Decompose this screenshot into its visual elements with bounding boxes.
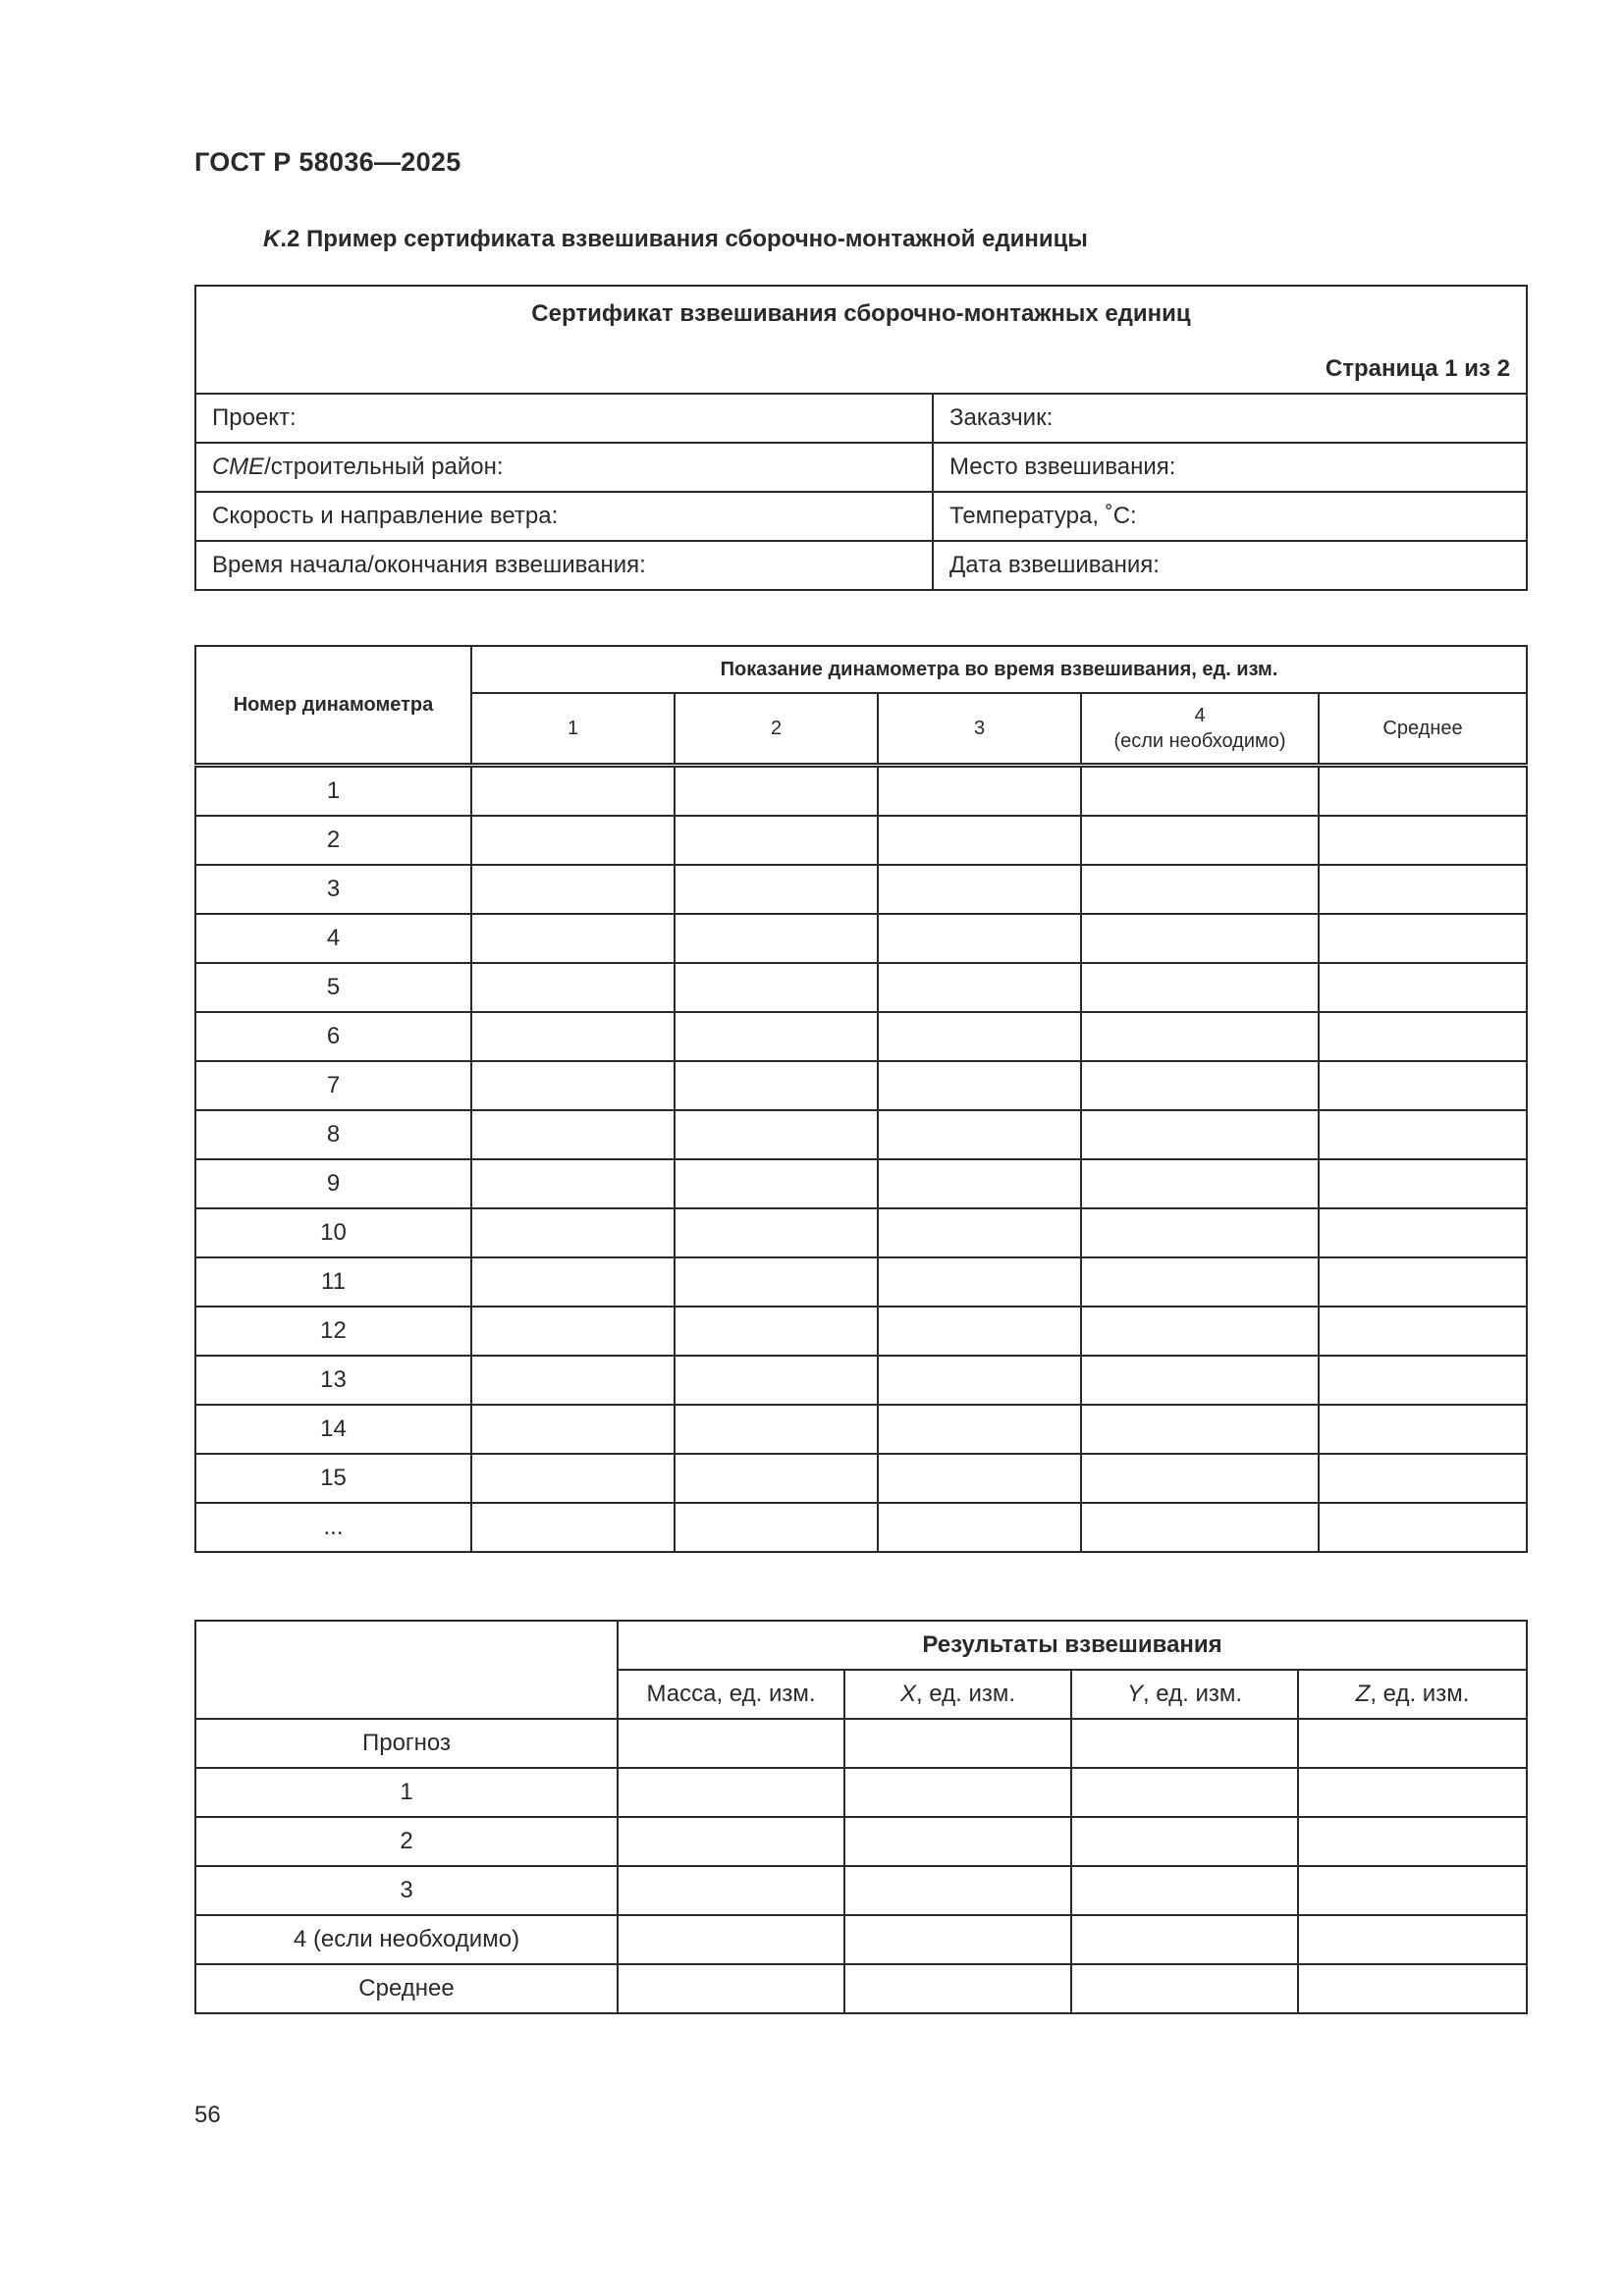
reading-cell (471, 865, 675, 914)
dynamometer-number-cell: 10 (195, 1208, 471, 1257)
reading-cell (1081, 865, 1319, 914)
result-cell (844, 1866, 1071, 1915)
table-row (195, 766, 1527, 817)
reading-cell (471, 1454, 675, 1503)
reading-cell (878, 1503, 1081, 1552)
reading-cell (471, 1257, 675, 1307)
dynamometer-number-cell: 3 (195, 865, 471, 914)
reading-cell (1319, 1012, 1527, 1061)
result-row-label: 3 (195, 1866, 618, 1915)
table-row (195, 1454, 1527, 1503)
section-number-rest: .2 (280, 226, 300, 252)
table-row (195, 1061, 1527, 1110)
dynamometer-readings-table (194, 645, 1528, 1553)
dynamometer-number-cell: 12 (195, 1307, 471, 1356)
result-cell (844, 1964, 1071, 2013)
certificate-title: Сертификат взвешивания сборочно-монтажных единиц (531, 300, 1191, 327)
dynamometer-number-cell: 5 (195, 963, 471, 1012)
reading-cell (675, 1307, 878, 1356)
reading-cell (1081, 1012, 1319, 1061)
reading-cell (1319, 963, 1527, 1012)
result-cell (1298, 1817, 1527, 1866)
result-row-label: 1 (195, 1768, 618, 1817)
reading-cell (1081, 1110, 1319, 1159)
reading-cell (878, 1307, 1081, 1356)
reading-cell (471, 914, 675, 963)
y-header (1071, 1670, 1298, 1719)
reading-cell (1319, 1454, 1527, 1503)
temperature-field: Температура, ˚С: (933, 492, 1527, 541)
dynamometer-number-cell: 13 (195, 1356, 471, 1405)
reading-cell (878, 1405, 1081, 1454)
result-row-label: 4 (если необходимо) (195, 1915, 618, 1964)
reading-cell (1319, 1061, 1527, 1110)
reading-cell (675, 1356, 878, 1405)
reading-cell (878, 1454, 1081, 1503)
dynamometer-number-cell: 7 (195, 1061, 471, 1110)
results-rows (195, 1719, 1527, 2013)
weighing-place-field: Место взвешивания: (933, 443, 1527, 492)
results-corner-cell (195, 1621, 618, 1719)
dynamometer-number-cell: 8 (195, 1110, 471, 1159)
reading-cell (878, 1356, 1081, 1405)
reading-cell (1081, 816, 1319, 865)
result-cell (844, 1719, 1071, 1768)
table-row (195, 1405, 1527, 1454)
reading-4-header (1081, 693, 1319, 766)
table-row (195, 816, 1527, 865)
reading-cell (878, 914, 1081, 963)
reading-cell (878, 766, 1081, 817)
reading-cell (878, 1110, 1081, 1159)
weighing-results-table (194, 1620, 1528, 2014)
y-variable: Y (1126, 1681, 1143, 1707)
wind-field: Скорость и направление ветра: (195, 492, 933, 541)
table-row (195, 1356, 1527, 1405)
readings-group-header: Показание динамометра во время взвешивания, ед. изм. (471, 646, 1527, 693)
reading-cell (1081, 1405, 1319, 1454)
reading-cell (675, 1405, 878, 1454)
cme-district-label: /строительный район: (264, 454, 504, 480)
table-row (195, 1915, 1527, 1964)
reading-cell (675, 865, 878, 914)
result-row-label: Прогноз (195, 1719, 618, 1768)
result-cell (1071, 1915, 1298, 1964)
reading-4-number: 4 (1194, 705, 1206, 726)
reading-cell (471, 766, 675, 817)
certificate-title-cell (195, 286, 1527, 394)
reading-cell (1319, 914, 1527, 963)
result-cell (618, 1915, 844, 1964)
reading-cell (1081, 1356, 1319, 1405)
reading-cell (471, 1307, 675, 1356)
reading-cell (1319, 1208, 1527, 1257)
reading-cell (471, 1503, 675, 1552)
reading-cell (1081, 1307, 1319, 1356)
reading-cell (1081, 1503, 1319, 1552)
reading-cell (878, 1012, 1081, 1061)
reading-cell (471, 1159, 675, 1208)
reading-cell (675, 1257, 878, 1307)
result-cell (1071, 1817, 1298, 1866)
table-row (195, 963, 1527, 1012)
result-cell (618, 1817, 844, 1866)
section-title (263, 226, 1088, 253)
reading-cell (675, 1208, 878, 1257)
reading-cell (1319, 1405, 1527, 1454)
reading-cell (675, 1454, 878, 1503)
reading-cell (675, 963, 878, 1012)
z-unit: , ед. изм. (1370, 1681, 1470, 1707)
document-code: ГОСТ Р 58036—2025 (194, 147, 461, 177)
reading-cell (1081, 766, 1319, 817)
dynamometer-number-cell: 1 (195, 766, 471, 817)
z-header (1298, 1670, 1527, 1719)
mass-header: Масса, ед. изм. (618, 1670, 844, 1719)
result-cell (1298, 1719, 1527, 1768)
reading-cell (471, 1208, 675, 1257)
result-cell (1298, 1964, 1527, 2013)
average-header: Среднее (1319, 693, 1527, 766)
result-cell (1298, 1768, 1527, 1817)
result-cell (844, 1768, 1071, 1817)
reading-cell (1081, 1061, 1319, 1110)
cme-district-field (195, 443, 933, 492)
table-row (195, 1866, 1527, 1915)
dynamometer-number-cell: 6 (195, 1012, 471, 1061)
table-row (195, 1307, 1527, 1356)
table-row (195, 914, 1527, 963)
reading-cell (471, 816, 675, 865)
reading-cell (1081, 1208, 1319, 1257)
reading-cell (471, 1356, 675, 1405)
reading-cell (878, 963, 1081, 1012)
reading-cell (878, 1257, 1081, 1307)
reading-cell (878, 1208, 1081, 1257)
reading-cell (1319, 1110, 1527, 1159)
result-cell (1071, 1866, 1298, 1915)
result-cell (1071, 1768, 1298, 1817)
dynamometer-number-cell: 2 (195, 816, 471, 865)
reading-cell (675, 816, 878, 865)
table-row (195, 1208, 1527, 1257)
reading-cell (1319, 816, 1527, 865)
reading-cell (675, 1061, 878, 1110)
reading-cell (1319, 1307, 1527, 1356)
reading-1-header: 1 (471, 693, 675, 766)
time-field: Время начала/окончания взвешивания: (195, 541, 933, 590)
dynamometer-rows (195, 766, 1527, 1553)
result-cell (1071, 1719, 1298, 1768)
reading-cell (1319, 1503, 1527, 1552)
result-cell (1298, 1915, 1527, 1964)
result-cell (844, 1817, 1071, 1866)
y-unit: , ед. изм. (1142, 1681, 1243, 1707)
reading-cell (675, 1012, 878, 1061)
table-row (195, 1817, 1527, 1866)
reading-3-header: 3 (878, 693, 1081, 766)
x-header (844, 1670, 1071, 1719)
x-unit: , ед. изм. (915, 1681, 1016, 1707)
reading-cell (675, 766, 878, 817)
table-row (195, 865, 1527, 914)
reading-cell (471, 1110, 675, 1159)
reading-cell (471, 1405, 675, 1454)
page-indicator: Страница 1 из 2 (1325, 355, 1510, 382)
reading-cell (1319, 1356, 1527, 1405)
result-cell (618, 1768, 844, 1817)
results-group-header: Результаты взвешивания (618, 1621, 1527, 1670)
table-row (195, 1012, 1527, 1061)
page-number: 56 (194, 2102, 221, 2128)
result-cell (1298, 1866, 1527, 1915)
reading-cell (1081, 1159, 1319, 1208)
reading-cell (1081, 1257, 1319, 1307)
result-cell (618, 1964, 844, 2013)
dynamometer-number-header: Номер динамометра (195, 646, 471, 766)
reading-cell (1319, 1257, 1527, 1307)
dynamometer-number-cell: 9 (195, 1159, 471, 1208)
table-row (195, 1257, 1527, 1307)
result-cell (618, 1719, 844, 1768)
certificate-info-table (194, 285, 1528, 591)
reading-cell (1081, 1454, 1319, 1503)
reading-cell (471, 1012, 675, 1061)
result-row-label: 2 (195, 1817, 618, 1866)
reading-cell (878, 816, 1081, 865)
customer-field: Заказчик: (933, 394, 1527, 443)
dynamometer-number-cell: 14 (195, 1405, 471, 1454)
reading-cell (471, 1061, 675, 1110)
cme-abbrev: СМЕ (212, 454, 265, 480)
z-variable: Z (1355, 1681, 1371, 1707)
result-cell (1071, 1964, 1298, 2013)
reading-cell (878, 1061, 1081, 1110)
dynamometer-number-cell: ... (195, 1503, 471, 1552)
reading-cell (878, 865, 1081, 914)
table-row (195, 1159, 1527, 1208)
reading-cell (675, 1503, 878, 1552)
dynamometer-number-cell: 11 (195, 1257, 471, 1307)
reading-cell (878, 1159, 1081, 1208)
table-row (195, 1110, 1527, 1159)
x-variable: X (899, 1681, 916, 1707)
dynamometer-number-cell: 15 (195, 1454, 471, 1503)
date-field: Дата взвешивания: (933, 541, 1527, 590)
result-cell (844, 1915, 1071, 1964)
reading-cell (471, 963, 675, 1012)
reading-cell (1081, 914, 1319, 963)
reading-cell (1319, 766, 1527, 817)
dynamometer-number-cell: 4 (195, 914, 471, 963)
reading-2-header: 2 (675, 693, 878, 766)
reading-cell (675, 1110, 878, 1159)
project-field: Проект: (195, 394, 933, 443)
result-cell (618, 1866, 844, 1915)
table-row (195, 1719, 1527, 1768)
reading-cell (1319, 1159, 1527, 1208)
reading-cell (1081, 963, 1319, 1012)
section-prefix: K (263, 226, 281, 252)
reading-cell (675, 914, 878, 963)
section-title-text: Пример сертификата взвешивания сборочно-монтажной единицы (299, 226, 1088, 252)
result-row-label: Среднее (195, 1964, 618, 2013)
table-row (195, 1768, 1527, 1817)
reading-cell (1319, 865, 1527, 914)
reading-cell (675, 1159, 878, 1208)
table-row (195, 1964, 1527, 2013)
reading-4-note: (если необходимо) (1113, 730, 1286, 752)
table-row (195, 1503, 1527, 1552)
